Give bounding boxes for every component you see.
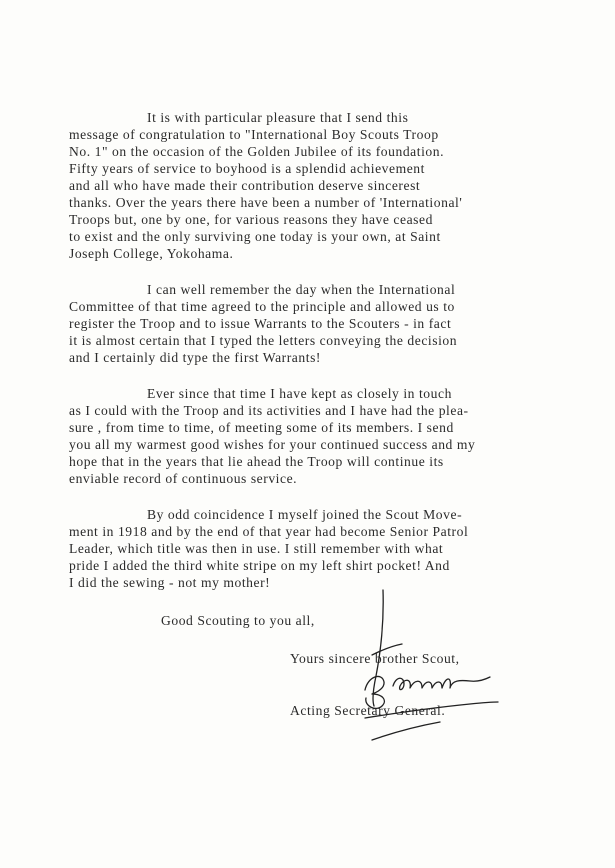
- paragraph-4-line-2: ment in 1918 and by the end of that year had become Senior Patrol: [69, 524, 469, 539]
- paragraph-2-line-2: Committee of that time agreed to the principle and allowed us to: [69, 299, 455, 314]
- closing: Yours sincere brother Scout,: [290, 651, 460, 666]
- paragraph-3-line-1: Ever since that time I have kept as closely in touch: [147, 386, 452, 401]
- paragraph-4-line-4: pride I added the third white stripe on my left shirt pocket! And: [69, 558, 450, 573]
- paragraph-3-line-5: hope that in the years that lie ahead the Troop will continue its: [69, 454, 444, 469]
- paragraph-1-line-1: It is with particular pleasure that I send this: [147, 110, 409, 125]
- paragraph-2-line-1: I can well remember the day when the International: [147, 282, 456, 297]
- paragraph-4-line-1: By odd coincidence I myself joined the Scout Move-: [147, 507, 463, 522]
- paragraph-1-line-9: Joseph College, Yokohama.: [69, 246, 234, 261]
- paragraph-4-line-5: I did the sewing - not my mother!: [69, 575, 271, 590]
- paragraph-1-line-2: message of congratulation to "International Boy Scouts Troop: [69, 127, 439, 142]
- paragraph-2-line-3: register the Troop and to issue Warrants to the Scouters - in fact: [69, 316, 452, 331]
- paragraph-3-line-6: enviable record of continuous service.: [69, 471, 298, 486]
- paragraph-4-line-3: Leader, which title was then in use. I still remember with what: [69, 541, 444, 556]
- paragraph-3-line-2: as I could with the Troop and its activities and I have had the plea-: [69, 403, 469, 418]
- paragraph-1-line-4: Fifty years of service to boyhood is a splendid achievement: [69, 161, 425, 176]
- signatory-title: Acting Secretary General.: [290, 703, 446, 718]
- greeting: Good Scouting to you all,: [161, 613, 315, 628]
- paragraph-1-line-3: No. 1" on the occasion of the Golden Jubilee of its foundation.: [69, 144, 445, 159]
- paragraph-1-line-7: Troops but, one by one, for various reasons they have ceased: [69, 212, 433, 227]
- paragraph-1-line-8: to exist and the only surviving one today is your own, at Saint: [69, 229, 441, 244]
- paragraph-2-line-5: and I certainly did type the first Warrants!: [69, 350, 321, 365]
- paragraph-1-line-5: and all who have made their contribution deserve sincerest: [69, 178, 421, 193]
- paragraph-1-line-6: thanks. Over the years there have been a number of 'International': [69, 195, 463, 210]
- paragraph-3-line-4: you all my warmest good wishes for your continued success and my: [69, 437, 476, 452]
- paragraph-2-line-4: it is almost certain that I typed the letters conveying the decision: [69, 333, 458, 348]
- paragraph-3-line-3: sure , from time to time, of meeting some of its members. I send: [69, 420, 454, 435]
